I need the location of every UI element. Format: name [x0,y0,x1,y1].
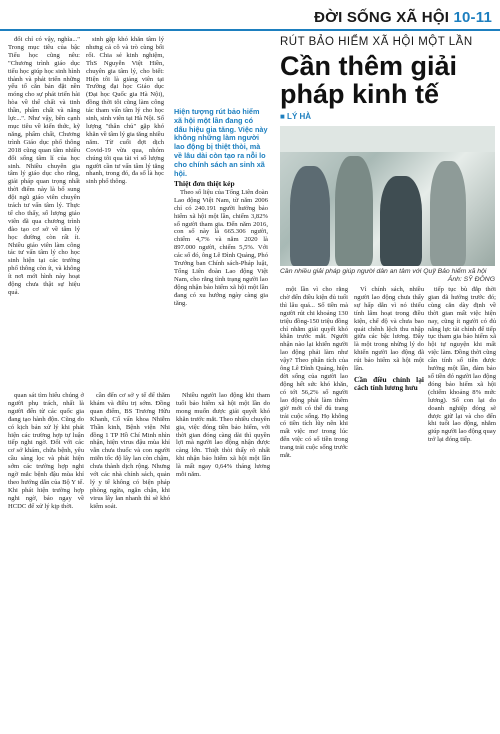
photo-credit: Ảnh: SỸ ĐÔNG [447,276,495,283]
column-text: đổi chỉ có vậy, nghĩa..." Trong mục tiêu của bậc Tiểu học cũng nêu: "Chương trình giáo dục tiểu học giúp học sinh hình thành và phát triển những yếu tố căn bản đặt nền móng cho sự phát triển hài hòa về thể chất và tinh thần, phẩm chất và năng lực...". Như vậy, bên cạnh mục tiêu về kiến thức, kỹ năng, phẩm chất, Chương trình Giáo dục phổ thông 2018 cũng quan tâm nhiều đối sống tâm lí của học sinh. Nhiều chuyên gia tâm lý giáo dục cho rằng, giải pháp quan trọng nhất thời điểm này là bổ sung đội ngũ giáo viên chuyên trách tư vấn tâm lý. Thực tế cho thấy, số lượng giáo viên đã qua chương trình đào tạo cơ sở về tâm lý học đường còn rất ít. Nhiều giáo viên làm công tác tư vấn tâm lý cho học sinh hiện tại các trường phổ thông còn ít, và không ít nơi mới hình này hoạt động chưa thật sự hiệu quả. [8,36,80,296]
photo-figure [335,156,373,266]
page-header [0,0,500,34]
column-text: một lần vì cho rằng chờ đến điều kiện đủ tuổi thì lâu quá... Số tiền mà người rút chi khoảng 130 triệu đồng-150 triệu đồng chỉ nhằm giải quyết khó khăn trước mắt. Người nhận nào lại khiến người lao động phải làm như vậy? Theo phân tích của ông Lê Đình Quảng, hiện đời sống của người lao động hết sức khó khăn, có tới 56,2% số người lao động phải làm thêm giờ mới có thể đủ trang trải cuộc sống. Họ không có tiền tích lũy nên khi mất việc mơ trong lúc đến việc có số tiền trong trang trải cuộc sống trước mắt. [280,286,348,460]
column-text: sinh gặp khó khăn tâm lý nhưng cả cô và trò cùng bối rối. Chia sẻ kinh nghiệm, ThS Nguyễn Việt Hiền, chuyên gia tâm lý, cho biết: Hiện tôi là giảng viên tại Trường đại học Giáo dục (Đại học Quốc gia Hà Nội), đồng thời tôi cũng làm công tác tham vấn tâm lý cho học sinh, sinh viên tại Hà Nội. Số lượng "thân chủ" gặp khó khăn về tâm lý gia tăng nhiều năm. Từ cuối đợt dịch Covid-19 vừa qua, nhóm chúng tôi qua tài vì số lượng người cần tư vấn tâm lý tăng nhanh, trong đó, đa số là học sinh phổ thông. [86,36,164,186]
photo-figure [430,161,466,266]
subhead-2: Cần điều chỉnh lại cách tính lương hưu [354,374,424,392]
column-6 [428,286,496,726]
caption-text: Cần nhiều giải pháp giúp người dân an tâm với Quỹ Bảo hiểm xã hội [280,268,487,275]
photo-figure [290,166,330,266]
column-5 [354,286,424,726]
article-byline: ■ LÝ HÀ [280,112,312,121]
lower-column-3 [176,392,270,728]
article-headline: Cần thêm giải pháp kinh tế [280,51,458,109]
article-kicker: RÚT BẢO HIỂM XÃ HỘI MỘT LẦN [280,36,473,48]
column-text: Nhiều người lao động khi tham tuổi bảo hiểm xã hội một lần do mong muốn được giải quyết khó khăn trước mắt. Theo nhiều chuyên gia, việc đóng tiền bảo hiểm, với thời gian đóng càng dài thì quyền lợi mà người lao động nhận được càng lớn. Thiệt thòi thấy rõ nhất khi nhận bảo hiểm xã hội một lần là mất ngay 0,64% tháng lương mỗi năm. [176,392,270,479]
photo-caption [280,268,495,284]
column-text: quan sát tìm hiểu chúng ở người phụ trách, nhất là người đến từ các quốc gia đang tạo hành độn. Cũng do có kịch bản xử lý khi phát hiện các trường hợp tự luận tiếp nghi ngờ. Đối với các cơ sở khám, chữa bệnh, yêu cầu sàng lọc và phát hiện sớm các trường hợp nghi ngờ mắc bệnh đậu mùa khỉ theo hướng dẫn của Bộ Y tế. Khi phát hiện trường hợp nghi ngờ, báo ngay về HCDC để xử lý kịp thời. [8,392,84,510]
column-text: cần đến cơ sở y tế để thăm khám và điều trị sớm. Đồng quan điểm, BS Trương Hữu Khanh, Cố vấn khoa Nhiễm Thần kinh, Bệnh viện Nhi đồng 1 TP Hồ Chí Minh nhìn nhận, hiện virus đậu mùa khỉ vẫn chưa thuốc và con người miễn tốc độ lây lan còn chậm, chưa thành dịch rộng. Nhưng với các nhà chính sách, quản lý y tế không có biện pháp phòng ngừa, ngăn chặn, khi virus lây lan nhanh thì sẽ khó kiểm soát. [90,392,170,510]
article-lead: Hiện tượng rút bảo hiểm xã hội một lần đang có dấu hiệu gia tăng. Việc này không những làm người lao động bị thiệt thòi, mà về lâu dài còn tạo ra nỗi lo cho chính sách an sinh xã hội. [174,107,268,178]
photo-figure [380,176,422,266]
column-1 [8,36,80,388]
lower-column-1 [8,392,84,728]
column-2 [86,36,164,388]
column-3-body [174,180,268,392]
subhead-1: Thiệt đơn thiệt kép [174,180,235,188]
lower-column-2 [90,392,170,728]
column-text: tiếp tục bù đắp thời gian đã hưởng trước đó; cùng căn dày định về thời gian mất việc hiện nay, cũng ít người có đủ năng lực tài chính để tiếp tục tham gia bảo hiểm xã hội tự nguyện khi mất việc làm. Đồng thời cũng cần tính số tiền được hưởng một lần, đảm bảo số tiền đó người lao động đóng bảo hiểm xã hội (chiếm khoảng 8% mức lương). Số con lại do doanh nghiệp đóng sẽ được giữ lại và cho đến khi tuổi lao động, nhằm giúp người lao động quay trở lại đóng tiếp. [428,286,496,444]
column-4 [280,286,348,726]
header-rule [0,29,500,31]
article-photo [280,126,495,266]
section-name: ĐỜI SỐNG XÃ HỘI [314,9,450,26]
photo-background [280,126,495,152]
section-title [314,9,492,26]
page-numbers: 10-11 [453,9,492,26]
column-text: Vì chính sách, nhiều người lao động chưa thấy sự hấp dẫn vì nó thiếu tính lâm hoạt trong điều kiện, chế độ và chưa bao quát chênh lệch thu nhập giữa các bậc lương. Đây là một trong những lý do khiến người lao động đã rút bảo hiểm xã hội một lần. [354,286,424,373]
column-text: Theo số liệu của Tổng Liên đoàn Lao động Việt Nam, từ năm 2006 chỉ có 240.191 người hưởng bảo hiểm xã hội một lần, chiếm 3,82% số người tham gia. Đến năm 2016, con số này là 665.306 người, chiếm 4,7% và năm 2020 là 897.000 người, chiếm 5,5%. Với các số đó, ông Lê Đình Quảng, Phó Trưởng ban Chính sách-Pháp luật, Tổng Liên đoàn Lao động Việt Nam, cho rằng tình trạng người lao động nhận bảo hiểm xã hội một lần đang có xu hướng ngày càng gia tăng. [174,188,268,307]
